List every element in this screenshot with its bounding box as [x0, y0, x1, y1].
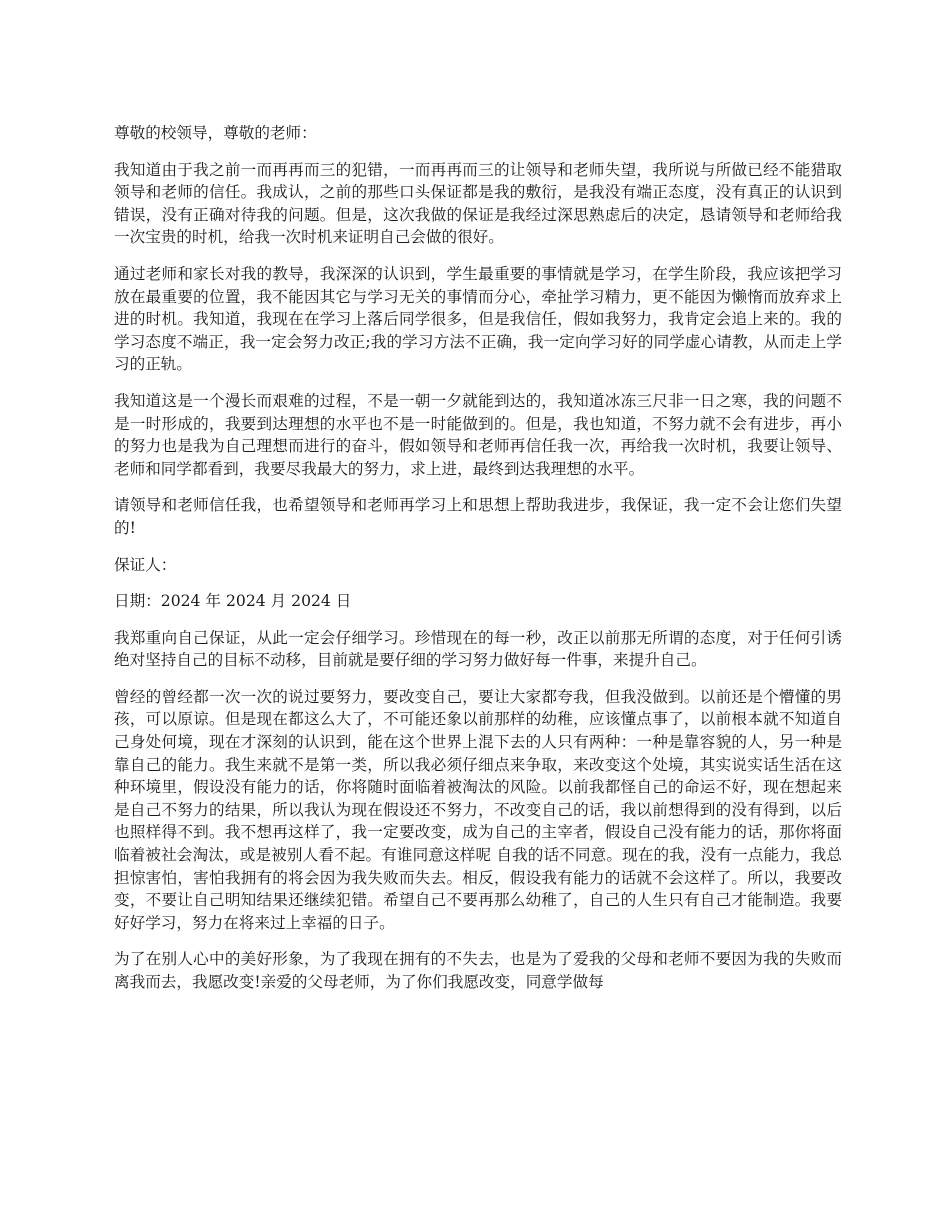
date-line: 日期：2024 年 2024 月 2024 日: [114, 592, 352, 611]
paragraph: 曾经的曾经都一次一次的说过要努力，要改变自己，要让大家都夸我，但我没做到。以前还是个懵懂的男孩，可以原谅。但是现在都这么大了，不可能还象以前那样的幼稚，应该懂点事了，以前根本就不知道自己身处何境，现在才深刻的认识到，能在这个世界上混下去的人只有两种：一种是靠容貌的人，另一种是靠自己的能力。我生来就不是第一类，所以我必须仔细点来争取，来改变这个处境，其实说实话生活在这种环境里，假设没有能力的话，你将随时面临着被淘汰的风险。以前我都怪自己的命运不好，现在想起来是自己不努力的结果，所以我认为现在假设还不努力，不改变自己的话，我以前想得到的没有得到，以后也照样得不到。我不想再这样了，我一定要改变，成为自己的主宰者，假设自己没有能力的话，那你将面临着被社会淘汰，或是被别人看不起。有谁同意这样呢 自我的话不同意。现在的我，没有一点能力，我总担惊害怕，害怕我拥有的将会因为我失败而失去。相反，假设我有能力的话就不会这样了。所以，我要改变，不要让自己明知结果还继续犯错。希望自己不要再那么幼稚了，自己的人生只有自己才能制造。我要好好学习，努力在将来过上幸福的日子。: [114, 687, 842, 932]
salutation: 尊敬的校领导，尊敬的老师：: [114, 124, 317, 142]
paragraph: 请领导和老师信任我，也希望领导和老师再学习上和思想上帮助我进步，我保证，我一定不会让您们失望的!: [114, 496, 842, 537]
signature-label: 保证人：: [114, 555, 177, 574]
paragraph: 通过老师和家长对我的教导，我深深的认识到，学生最重要的事情就是学习，在学生阶段，我应该把学习放在最重要的位置，我不能因其它与学习无关的事情而分心，牵扯学习精力，更不能因为懒惰而放弃求上进的时机。我知道，我现在在学习上落后同学很多，但是我信任，假如我努力，我肯定会追上来的。我的学习态度不端正，我一定会努力改正;我的学习方法不正确，我一定向学习好的同学虚心请教，从而走上学习的正轨。: [114, 264, 842, 374]
document-page: [114, 122, 842, 1008]
paragraph: 为了在别人心中的美好形象，为了我现在拥有的不失去，也是为了爱我的父母和老师不要因为我的失败而离我而去，我愿改变!亲爱的父母老师，为了你们我愿改变，同意学做每: [114, 950, 842, 991]
paragraph: 我郑重向自己保证，从此一定会仔细学习。珍惜现在的每一秒，改正以前那无所谓的态度，对于任何引诱绝对坚持自己的目标不动移，目前就是要仔细的学习努力做好每一件事，来提升自己。: [114, 628, 842, 670]
paragraph: 我知道这是一个漫长而艰难的过程，不是一朝一夕就能到达的，我知道冰冻三尺非一日之寒，我的问题不是一时形成的，我要到达理想的水平也不是一时能做到的。但是，我也知道，不努力就不会有进步，再小的努力也是我为自己理想而进行的奋斗，假如领导和老师再信任我一次，再给我一次时机，我要让领导、老师和同学都看到，我要尽我最大的努力，求上进，最终到达我理想的水平。: [114, 391, 842, 478]
paragraph: 我知道由于我之前一而再再而三的犯错，一而再再而三的让领导和老师失望，我所说与所做已经不能猎取领导和老师的信任。我成认，之前的那些口头保证都是我的敷衍，是我没有端正态度，没有真正的认识到错误，没有正确对待我的问题。但是，这次我做的保证是我经过深思熟虑后的决定，恳请领导和老师给我一次宝贵的时机，给我一次时机来证明自己会做的很好。: [114, 160, 842, 247]
